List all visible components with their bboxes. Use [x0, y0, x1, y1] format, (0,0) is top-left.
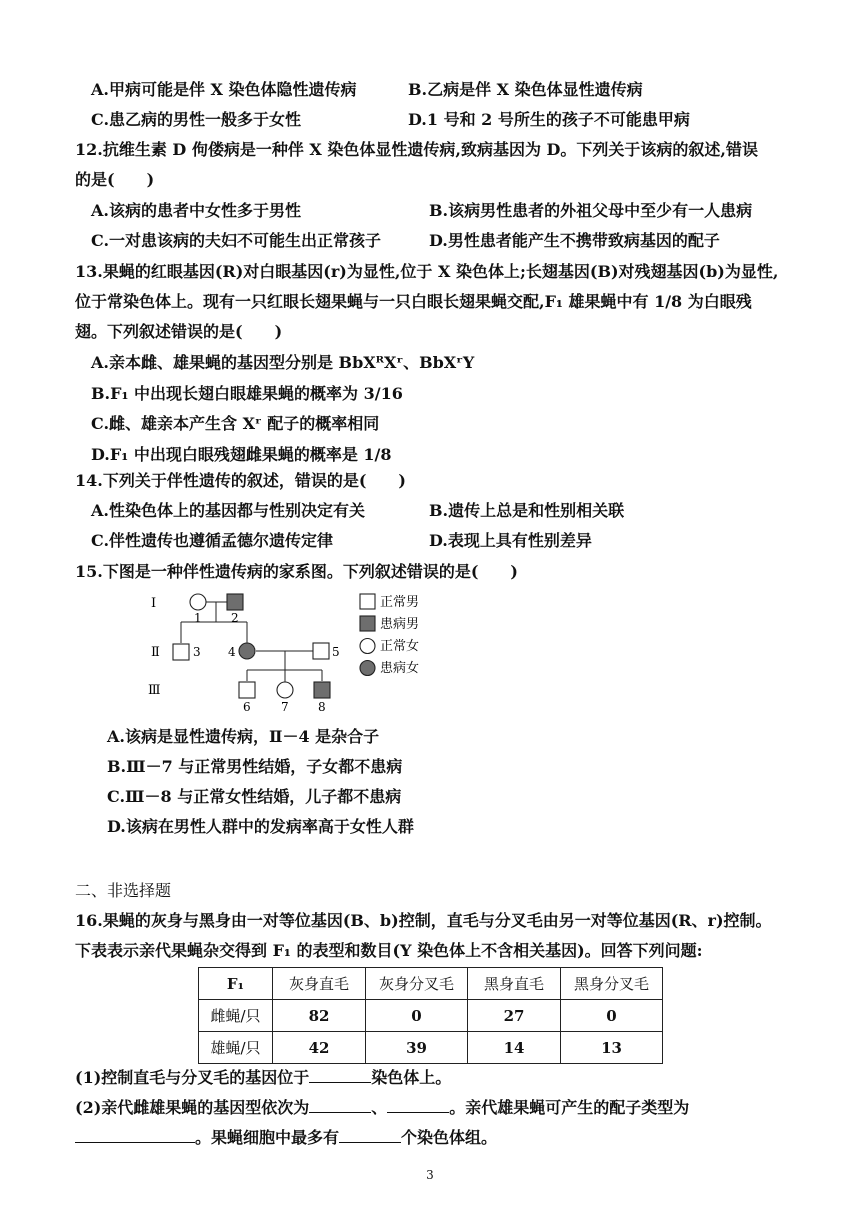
- table-cell: 42: [273, 1032, 366, 1064]
- legend-normal-female-label: 正常女: [380, 639, 420, 654]
- q13-stem-line1: 13.果蝇的红眼基因(R)对白眼基因(r)为显性,位于 X 染色体上;长翅基因(B)对残翅基因(b)为显性,: [75, 262, 779, 281]
- q11-option-a: A.甲病可能是伴 X 染色体隐性遗传病: [91, 80, 357, 99]
- individual-number-1: 1: [194, 611, 202, 625]
- answer-blank-3[interactable]: [387, 1095, 449, 1113]
- legend-normal-male-label: 正常男: [380, 595, 420, 610]
- individual-number-6: 6: [243, 700, 251, 713]
- q14-option-d: D.表现上具有性别差异: [429, 531, 592, 550]
- individual-number-7: 7: [281, 700, 289, 713]
- table-cell: 13: [561, 1032, 663, 1064]
- q14-option-c: C.伴性遗传也遵循孟德尔遗传定律: [91, 531, 334, 550]
- table-row-label: 雄蝇/只: [199, 1032, 273, 1064]
- answer-blank-2[interactable]: [309, 1095, 371, 1113]
- q15-stem: 15.下图是一种伴性遗传病的家系图。下列叙述错误的是( ): [75, 562, 518, 581]
- table-cell: 39: [366, 1032, 468, 1064]
- individual-number-4: 4: [228, 645, 236, 659]
- individual-2-affected-male: [227, 594, 243, 610]
- page-number: 3: [426, 1168, 434, 1182]
- q12-option-a: A.该病的患者中女性多于男性: [91, 201, 301, 220]
- q12-option-b: B.该病男性患者的外祖父母中至少有一人患病: [429, 201, 753, 220]
- legend-affected-female-symbol: [360, 661, 375, 676]
- q13-option-b: B.F₁ 中出现长翅白眼雄果蝇的概率为 3/16: [91, 384, 403, 403]
- q12-option-c: C.一对患该病的夫妇不可能生出正常孩子: [91, 231, 382, 250]
- generation-label-3: Ⅲ: [148, 683, 161, 698]
- q15-option-b: B.Ⅲ－7 与正常男性结婚，子女都不患病: [107, 757, 403, 776]
- q16-part2-separator: 、: [371, 1098, 388, 1117]
- individual-number-3: 3: [193, 645, 201, 659]
- legend-affected-male-symbol: [360, 616, 375, 631]
- q15-option-c: C.Ⅲ－8 与正常女性结婚，儿子都不患病: [107, 787, 402, 806]
- q16-part1-prefix: (1)控制直毛与分叉毛的基因位于: [75, 1068, 310, 1087]
- individual-6-normal-male: [239, 682, 255, 698]
- table-cell: 14: [468, 1032, 561, 1064]
- generation-label-2: Ⅱ: [151, 645, 160, 660]
- legend-normal-female-symbol: [360, 639, 375, 654]
- q16-part1: [75, 1065, 451, 1089]
- individual-5-normal-male: [313, 643, 329, 659]
- q11-option-b: B.乙病是伴 X 染色体显性遗传病: [408, 80, 643, 99]
- individual-number-2: 2: [231, 611, 239, 625]
- q16-part2-suffix: 。亲代雄果蝇可产生的配子类型为: [449, 1098, 690, 1117]
- individual-number-8: 8: [318, 700, 326, 713]
- legend-affected-male-label: 患病男: [380, 617, 420, 632]
- table-row: [199, 1032, 663, 1064]
- q16-part2-line2-end: 个染色体组。: [401, 1128, 498, 1147]
- q13-stem-line2: 位于常染色体上。现有一只红眼长翅果蝇与一只白眼长翅果蝇交配,F₁ 雄果蝇中有 1/8 为白眼残: [75, 292, 752, 311]
- q16-part2-line1: [75, 1095, 689, 1119]
- table-row: [199, 1000, 663, 1032]
- table-header-cell: 黑身直毛: [468, 968, 561, 1000]
- f1-phenotype-table: [198, 967, 663, 1064]
- q16-part2-line2-mid: 。果蝇细胞中最多有: [195, 1128, 340, 1147]
- table-cell: 0: [366, 1000, 468, 1032]
- table-header-cell: 灰身分叉毛: [366, 968, 468, 1000]
- table-cell: 0: [561, 1000, 663, 1032]
- table-row-label: 雌蝇/只: [199, 1000, 273, 1032]
- q13-stem-line3: 翅。下列叙述错误的是( ): [75, 322, 283, 341]
- q16-part1-suffix: 染色体上。: [371, 1068, 452, 1087]
- table-cell: 82: [273, 1000, 366, 1032]
- individual-7-normal-female: [277, 682, 293, 698]
- q14-option-a: A.性染色体上的基因都与性别决定有关: [91, 501, 365, 520]
- individual-3-normal-male: [173, 644, 189, 660]
- individual-number-5: 5: [332, 645, 340, 659]
- q15-option-a: A.该病是显性遗传病，Ⅱ－4 是杂合子: [107, 727, 380, 746]
- q16-stem-line1: 16.果蝇的灰身与黑身由一对等位基因(B、b)控制，直毛与分叉毛由另一对等位基因(R、r)控制。: [75, 911, 772, 930]
- table-header-cell: 黑身分叉毛: [561, 968, 663, 1000]
- q12-stem-line2: 的是( ): [75, 170, 155, 189]
- q13-option-d: D.F₁ 中出现白眼残翅雌果蝇的概率是 1/8: [91, 445, 392, 464]
- individual-1-normal-female: [190, 594, 206, 610]
- q11-option-c: C.患乙病的男性一般多于女性: [91, 110, 302, 129]
- table-header-cell: 灰身直毛: [273, 968, 366, 1000]
- q12-option-d: D.男性患者能产生不携带致病基因的配子: [429, 231, 720, 250]
- q14-option-b: B.遗传上总是和性别相关联: [429, 501, 625, 520]
- answer-blank-1[interactable]: [309, 1065, 371, 1083]
- q15-option-d: D.该病在男性人群中的发病率高于女性人群: [107, 817, 414, 836]
- individual-8-affected-male: [314, 682, 330, 698]
- legend-normal-male-symbol: [360, 594, 375, 609]
- q13-option-a: A.亲本雌、雄果蝇的基因型分别是 BbXᴿXʳ、BbXʳY: [91, 353, 475, 372]
- generation-label-1: Ⅰ: [151, 596, 157, 611]
- legend-affected-female-label: 患病女: [380, 661, 420, 676]
- answer-blank-4[interactable]: [75, 1125, 195, 1143]
- q11-option-d: D.1 号和 2 号所生的孩子不可能患甲病: [408, 110, 690, 129]
- individual-4-affected-female: [239, 643, 255, 659]
- q12-stem-line1: 12.抗维生素 D 佝偻病是一种伴 X 染色体显性遗传病,致病基因为 D。下列关于该病的叙述,错误: [75, 140, 758, 159]
- table-cell: 27: [468, 1000, 561, 1032]
- q14-stem: 14.下列关于伴性遗传的叙述，错误的是( ): [75, 471, 406, 490]
- table-header-cell: F₁: [199, 968, 273, 1000]
- answer-blank-5[interactable]: [339, 1125, 401, 1143]
- q16-part2-line2: [75, 1125, 497, 1149]
- q13-option-c: C.雌、雄亲本产生含 Xʳ 配子的概率相同: [91, 414, 380, 433]
- section-title: 二、非选择题: [75, 881, 172, 900]
- q16-part2-prefix: (2)亲代雌雄果蝇的基因型依次为: [75, 1098, 310, 1117]
- table-header-row: [199, 968, 663, 1000]
- q16-stem-line2: 下表表示亲代果蝇杂交得到 F₁ 的表型和数目(Y 染色体上不含相关基因)。回答下列问题:: [75, 941, 703, 960]
- pedigree-diagram: [140, 588, 440, 713]
